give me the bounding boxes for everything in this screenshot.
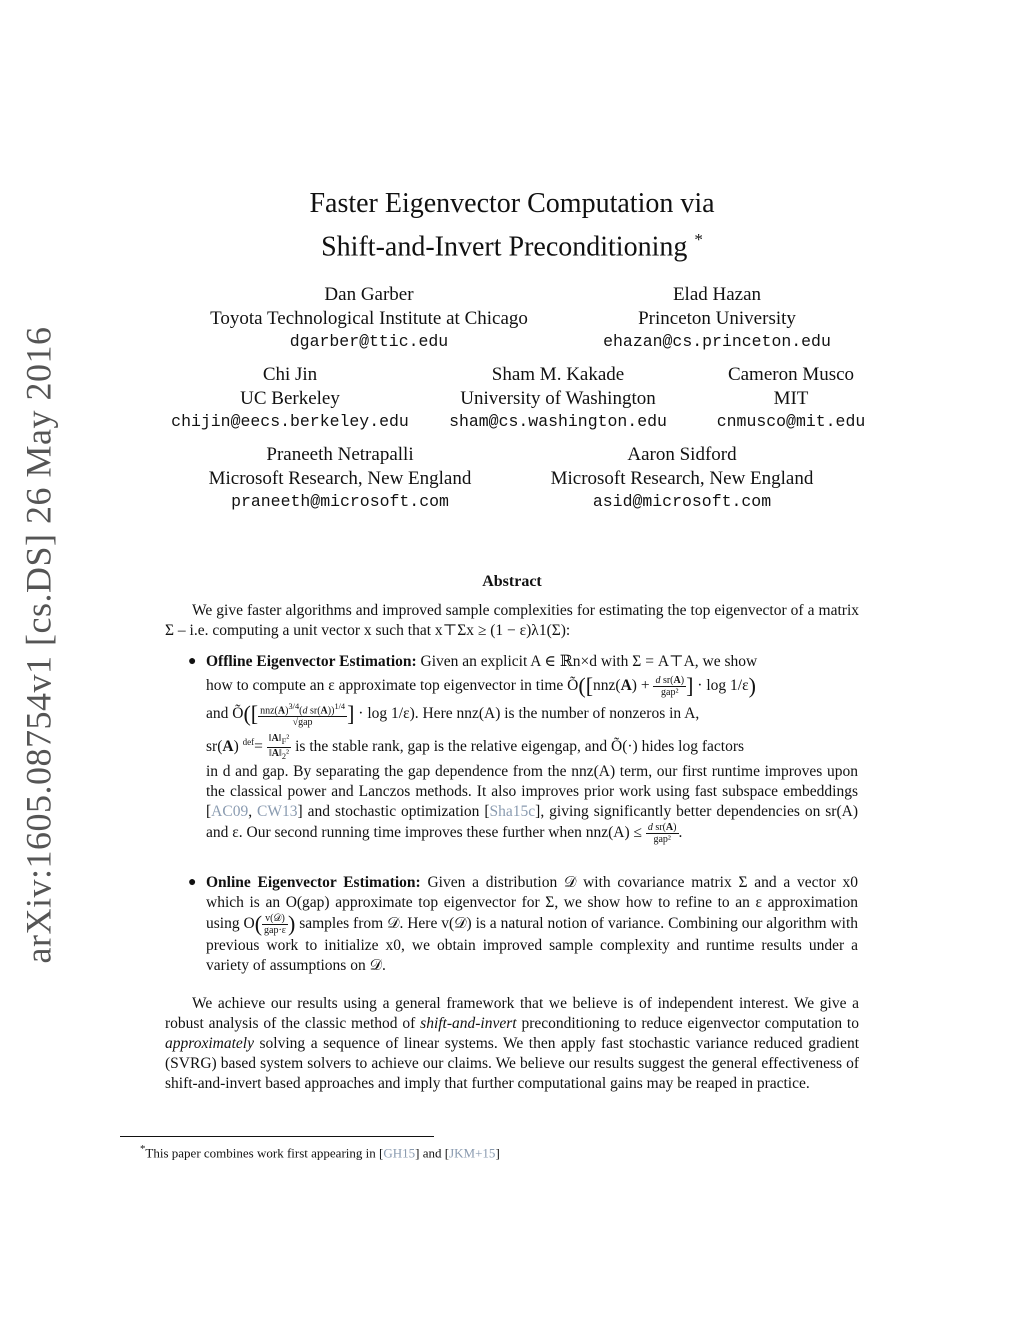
author-name: Elad Hazan: [672, 284, 762, 305]
author-block: [170, 283, 568, 354]
footnote-text: This paper combines work first appearing in: [145, 1145, 376, 1161]
bullet-offline-rest-c: ], giving significantly better dependencies on sr(A) and ε. Our second running time improves these further when nnz(A) ≤: [206, 803, 858, 842]
formula-offline-3: $\frac{\text{d sr(A)}}{\text{gap²}}$: [647, 822, 677, 846]
footnote-joiner: and: [422, 1145, 442, 1161]
author-name: Chi Jin: [262, 364, 318, 385]
author-email[interactable]: praneeth@microsoft.com: [231, 492, 449, 511]
footnote-mark: *: [140, 1143, 146, 1155]
author-affiliation: Microsoft Research, New England: [550, 467, 814, 489]
author-affiliation: Princeton University: [638, 307, 796, 329]
author-affiliation: Toyota Technological Institute at Chicago: [210, 307, 528, 329]
formula-stable-rank: sr(A) $^{def}$= $\frac{‖A‖_F^2}{‖A‖_2^2}$: [206, 733, 290, 762]
abstract-heading: Abstract: [482, 573, 542, 590]
author-block: [522, 443, 842, 514]
closing-emphasis: approximately: [165, 1035, 254, 1052]
author-email[interactable]: cnmusco@mit.edu: [716, 412, 866, 431]
paper-title: [160, 186, 864, 265]
footnote: *This paper combines work first appearing in [GH15] and [JKM+15]: [140, 1143, 500, 1161]
bullet-offline: Offline Eigenvector Estimation: Given an explicit A ∈ ℝn×d with Σ = A⊤A, we show how to compute an ε approximate top eigenvector in time Õ([nnz(A) + $\frac{\text{d sr(A)}}{\text{gap²}}$ ] · log 1/ε) and Õ([ $\frac{nnz(A)^{3/4}(d sr(A))^{1/4}}{\text{√gap}}$ ] · log 1/ε). Here nnz(A) is the number of nonzeros in A, sr(A) $^{def}$= $\frac{‖A‖_F^2}{‖A‖_2^2}$ is the stable rank, gap is the relative eigengap, and Õ(·) hides log factors in d and gap. By separating the gap dependence from the nnz(A) term, our first runtime improves upon the classical power and Lanczos methods. It also improves prior work using fast subspace embeddings [AC09, CW13] and stochastic optimization [Sha15c], giving significantly better dependencies on sr(A) and ε. Our second running time improves these further when nnz(A) ≤ $\frac{\text{d sr(A)}}{\text{gap²}}$ .: [206, 653, 858, 846]
author-name: Aaron Sidford: [627, 444, 737, 465]
title-line-1: Faster Eigenvector Computation via: [309, 188, 715, 219]
author-block: [140, 363, 440, 434]
closing-text-c: solving a sequence of linear systems. We then apply fast stochastic variance reduced gradient (SVRG) based system solvers to achieve our claims. We believe our results suggest the general effectiveness of shift-and-invert based approaches and imply that further computational gains may be reaped in practice.: [165, 1035, 859, 1092]
footnote-rule: [120, 1136, 434, 1137]
bullet-online: [206, 873, 858, 976]
citation-link[interactable]: CW13: [257, 803, 298, 821]
author-name: Praneeth Netrapalli: [266, 444, 414, 465]
author-block: [180, 443, 500, 514]
author-block: [700, 363, 882, 434]
formula-offline-1: ([nnz(A) + $\frac{\text{d sr(A)}}{\text{gap²}}$ ] · log 1/ε): [578, 673, 756, 698]
bullet-offline-line3: · log 1/ε). Here nnz(A) is the number of nonzeros in A,: [358, 705, 700, 722]
abstract-intro: We give faster algorithms and improved sample complexities for estimating the top eigenvector of a matrix Σ – i.e. computing a unit vector x such that x⊤Σx ≥ (1 − ε)λ1(Σ):: [165, 602, 859, 639]
author-affiliation: UC Berkeley: [240, 387, 340, 409]
closing-text-b: preconditioning to reduce eigenvector computation to: [521, 1015, 859, 1032]
author-affiliation: University of Washington: [460, 387, 656, 409]
bullet-offline-line4: is the stable rank, gap is the relative eigengap, and Õ(·) hides log factors: [295, 738, 745, 756]
arxiv-stamp-text: arXiv:1605.08754v1 [cs.DS] 26 May 2016: [18, 326, 59, 964]
author-email[interactable]: asid@microsoft.com: [592, 492, 772, 511]
author-affiliation: MIT: [773, 387, 809, 409]
bullet-online-text-a: Given a distribution 𝒟 with covariance matrix Σ and a vector x0 which is an O(gap) approximate top eigenvector for Σ, we show how to refine to an ε approximation using O: [206, 874, 859, 933]
author-name: Dan Garber: [324, 284, 414, 305]
formula-offline-2: and Õ([ $\frac{nnz(A)^{3/4}(d sr(A))^{1/4}}{\text{√gap}}$ ]: [206, 701, 355, 729]
author-email[interactable]: chijin@eecs.berkeley.edu: [171, 412, 409, 431]
bullet-offline-rest-a: in d and gap. By separating the gap dependence from the nnz(A) term, our first runtime improves upon the classical power and Lanczos methods. It also improves prior work using fast subspace embeddings [: [206, 763, 858, 821]
abstract-closing: [165, 994, 859, 1094]
arxiv-stamp: [8, 326, 68, 964]
citation-link[interactable]: JKM+15: [449, 1145, 496, 1161]
bullet-offline-label: Offline Eigenvector Estimation:: [206, 653, 417, 670]
closing-emphasis: shift-and-invert: [420, 1015, 517, 1032]
author-name: Sham M. Kakade: [491, 364, 625, 385]
bullet-icon: ●: [188, 654, 197, 669]
author-affiliation: Microsoft Research, New England: [208, 467, 472, 489]
citation-link[interactable]: GH15: [383, 1145, 416, 1161]
bullet-icon: ●: [188, 875, 197, 890]
title-footnote-mark: *: [694, 230, 703, 249]
bullet-offline-line2: how to compute an ε approximate top eigenvector in time Õ: [206, 677, 579, 694]
citation-link[interactable]: AC09: [211, 803, 249, 821]
closing-text-a: We achieve our results using a general framework that we believe is of independent interest. We give a robust analysis of the classic method of: [165, 995, 859, 1032]
author-email[interactable]: dgarber@ttic.edu: [289, 332, 449, 351]
bullet-online-text-b: samples from 𝒟. Here v(𝒟) is a natural notion of variance. Combining our algorithm with previous work to initialize x0, we obtain improved sample complexity and runtime results under a variety of assumptions on 𝒟.: [206, 915, 859, 974]
author-block: [430, 363, 686, 434]
author-name: Cameron Musco: [727, 364, 855, 385]
bullet-online-label: Online Eigenvector Estimation:: [206, 874, 421, 891]
author-email[interactable]: ehazan@cs.princeton.edu: [603, 332, 831, 351]
citation-link[interactable]: Sha15c: [489, 803, 536, 821]
title-line-2: Shift-and-Invert Preconditioning: [321, 231, 688, 263]
formula-online: ( $\frac{\text{v(𝒟)}}{\text{gap·ε}}$ ): [254, 911, 296, 937]
bullet-offline-line1: Given an explicit A ∈ ℝn×d with Σ = A⊤A, we show: [420, 653, 758, 670]
author-email[interactable]: sham@cs.washington.edu: [449, 412, 667, 431]
bullet-offline-rest-b: ] and stochastic optimization [: [297, 803, 490, 821]
author-block: [568, 283, 866, 354]
